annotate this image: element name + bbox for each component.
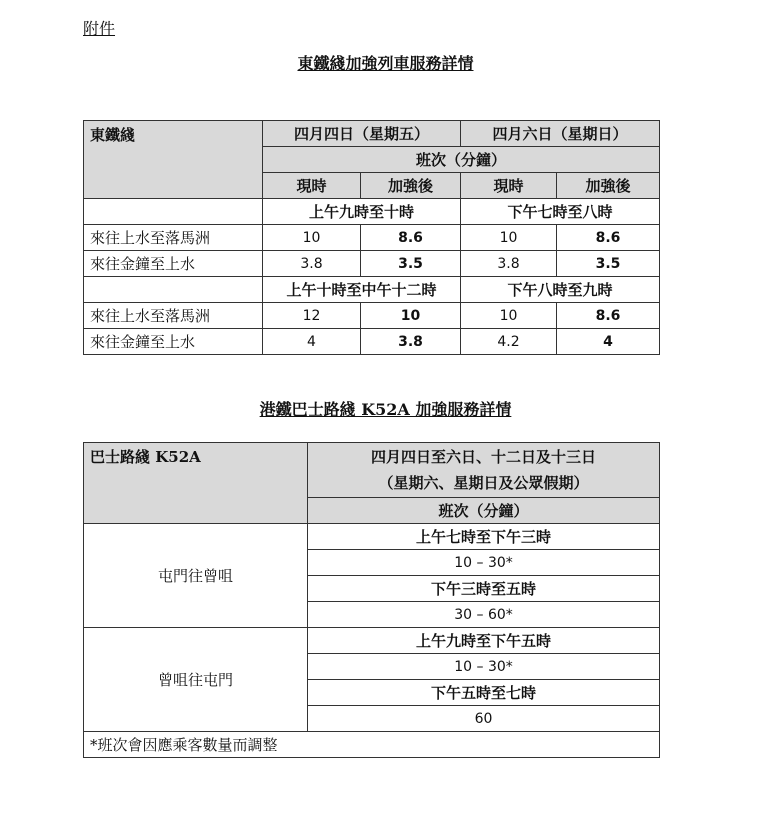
period-header: 上午七時至下午三時	[308, 524, 660, 550]
freq-value: 3.5	[361, 251, 461, 277]
route-label: 巴士路綫 K52A	[84, 443, 308, 524]
period-header: 下午三時至五時	[308, 576, 660, 602]
period-header: 下午五時至七時	[308, 680, 660, 706]
freq-value: 8.6	[361, 225, 461, 251]
freq-value: 8.6	[557, 303, 660, 329]
period-header: 上午十時至中午十二時	[263, 277, 461, 303]
freq-value: 30 – 60*	[308, 602, 660, 628]
table-row	[84, 303, 660, 329]
freq-value: 8.6	[557, 225, 660, 251]
direction-name: 屯門往曾咀	[84, 524, 308, 628]
table-row	[84, 225, 660, 251]
dates-line2: （星期六、星期日及公眾假期）	[378, 474, 589, 492]
enhanced-header: 加強後	[557, 173, 660, 199]
table-row	[84, 251, 660, 277]
east-rail-table	[83, 120, 660, 355]
empty-cell	[84, 199, 263, 225]
period-header: 上午九時至十時	[263, 199, 461, 225]
dates-header	[308, 443, 660, 498]
line-label: 東鐵綫	[84, 121, 263, 199]
direction-name: 曾咀往屯門	[84, 628, 308, 732]
freq-value: 3.8	[461, 251, 557, 277]
table-row	[84, 329, 660, 355]
enhanced-header: 加強後	[361, 173, 461, 199]
route-name: 來往金鐘至上水	[84, 251, 263, 277]
freq-value: 4.2	[461, 329, 557, 355]
bus-route-table	[83, 442, 660, 758]
freq-value: 10	[361, 303, 461, 329]
freq-value: 10 – 30*	[308, 550, 660, 576]
table1-title: 東鐵綫加強列車服務詳情	[297, 54, 474, 73]
period-header: 下午七時至八時	[461, 199, 660, 225]
route-name: 來往上水至落馬洲	[84, 303, 263, 329]
freq-value: 10	[263, 225, 361, 251]
freq-value: 4	[557, 329, 660, 355]
freq-value: 3.8	[361, 329, 461, 355]
current-header: 現時	[263, 173, 361, 199]
freq-value: 3.8	[263, 251, 361, 277]
freq-value: 60	[308, 706, 660, 732]
freq-value: 4	[263, 329, 361, 355]
freq-value: 10 – 30*	[308, 654, 660, 680]
empty-cell	[84, 277, 263, 303]
freq-header: 班次（分鐘）	[308, 498, 660, 524]
freq-value: 3.5	[557, 251, 660, 277]
route-name: 來往上水至落馬洲	[84, 225, 263, 251]
route-name: 來往金鐘至上水	[84, 329, 263, 355]
freq-value: 12	[263, 303, 361, 329]
date2-header: 四月六日（星期日）	[461, 121, 660, 147]
freq-value: 10	[461, 303, 557, 329]
period-header: 下午八時至九時	[461, 277, 660, 303]
table2-title: 港鐵巴士路綫 K52A 加強服務詳情	[259, 400, 512, 419]
date1-header: 四月四日（星期五）	[263, 121, 461, 147]
footnote: *班次會因應乘客數量而調整	[84, 732, 660, 758]
annex-label: 附件	[83, 19, 116, 38]
period-header: 上午九時至下午五時	[308, 628, 660, 654]
freq-header: 班次（分鐘）	[263, 147, 660, 173]
freq-value: 10	[461, 225, 557, 251]
current-header: 現時	[461, 173, 557, 199]
dates-line1: 四月四日至六日、十二日及十三日	[370, 448, 596, 466]
